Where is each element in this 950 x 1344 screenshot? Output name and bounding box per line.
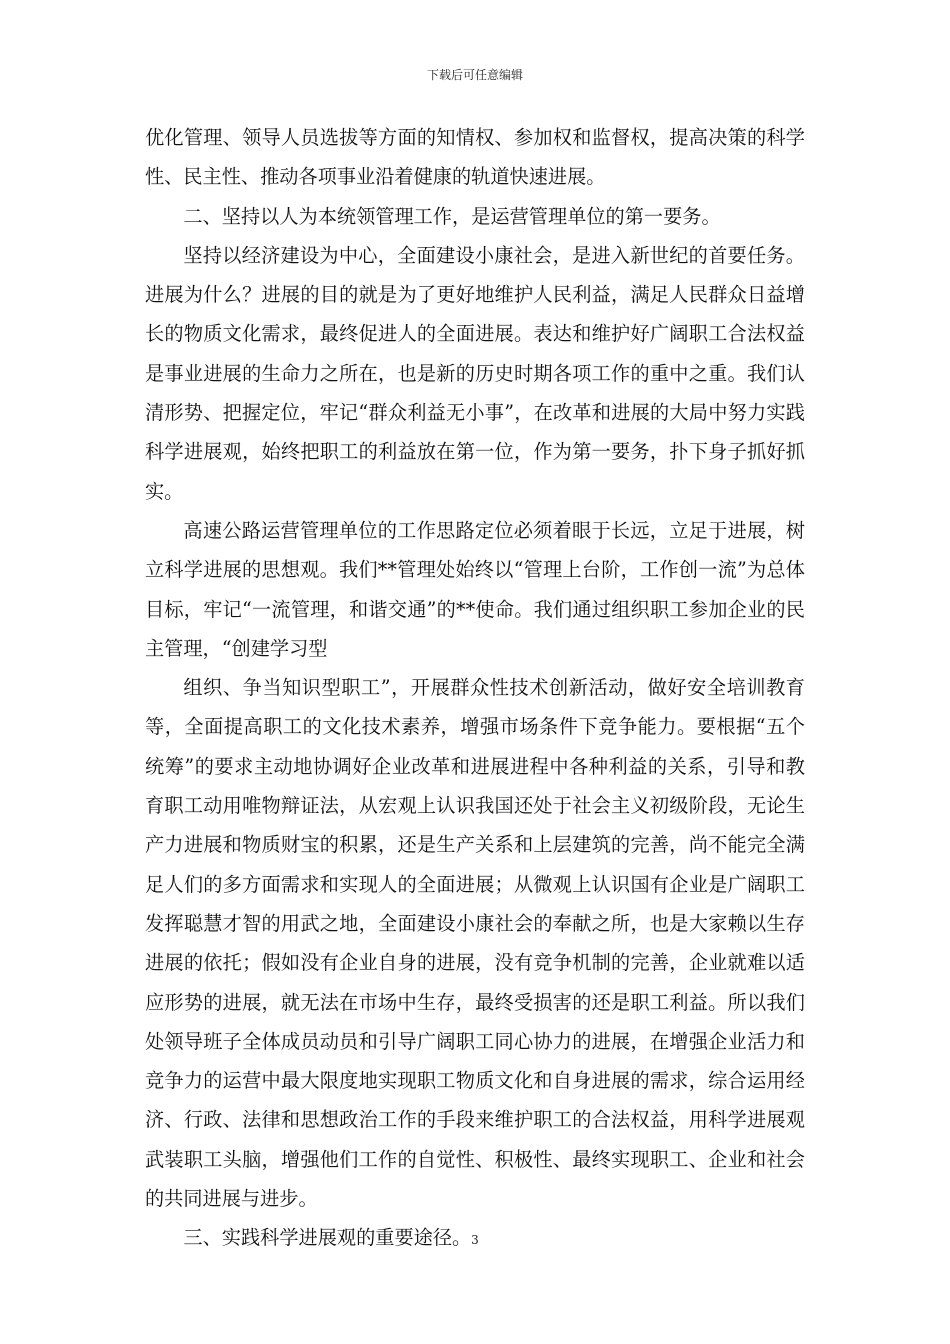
paragraph-6-heading: 三、实践科学进展观的重要途径。 — [183, 1226, 472, 1250]
paragraph-2-heading: 二、坚持以人为本统领管理工作，是运营管理单位的第一要务。 — [183, 204, 721, 228]
paragraph-1: 优化管理、领导人员选拔等方面的知情权、参加权和监督权，提高决策的科学性、民主性、推动各项事业沿着健康的轨道快速进展。 — [145, 126, 805, 189]
paragraph-3: 坚持以经济建设为中心，全面建设小康社会，是进入新世纪的首要任务。进展为什么？进展的目的就是为了更好地维护人民利益，满足人民群众日益增长的物质文化需求，最终促进人的全面进展。表达和维护好广阔职工合法权益是事业进展的生命力之所在，也是新的历史时期各项工作的重中之重。我们认清形势、把握定位，牢记“群众利益无小事”，在改革和进展的大局中努力实践科学进展观，始终把职工的利益放在第一位，作为第一要务，扑下身子抓好抓实。 — [145, 243, 805, 503]
document-body — [145, 118, 805, 1258]
page-header: 下载后可任意编辑 — [426, 68, 523, 82]
paragraph-4: 高速公路运营管理单位的工作思路定位必须着眼于长远，立足于进展，树立科学进展的思想观。我们**管理处始终以“管理上台阶，工作创一流”为总体目标，牢记“一流管理，和谐交通”的**使命。我们通过组织职工参加企业的民主管理，“创建学习型 — [145, 518, 805, 660]
paragraph-5: 组织、争当知识型职工”，开展群众性技术创新活动，做好安全培训教育等，全面提高职工的文化技术素养，增强市场条件下竞争能力。要根据“五个统筹”的要求主动地协调好企业改革和进展进程中各种利益的关系，引导和教育职工动用唯物辩证法，从宏观上认识我国还处于社会主义初级阶段，无论生产力进展和物质财宝的积累，还是生产关系和上层建筑的完善，尚不能完全满足人们的多方面需求和实现人的全面进展；从微观上认识国有企业是广阔职工发挥聪慧才智的用武之地，全面建设小康社会的奉献之所，也是大家赖以生存进展的依托；假如没有企业自身的进展，没有竞争机制的完善，企业就难以适应形势的进展，就无法在市场中生存，最终受损害的还是职工利益。所以我们处领导班子全体成员动员和引导广阔职工同心协力的进展，在增强企业活力和竞争力的运营中最大限度地实现职工物质文化和自身进展的需求，综合运用经济、行政、法律和思想政治工作的手段来维护职工的合法权益，用科学进展观武装职工头脑，增强他们工作的自觉性、积极性、最终实现职工、企业和社会的共同进展与进步。 — [145, 676, 805, 1211]
page-number: 3 — [471, 1233, 479, 1247]
